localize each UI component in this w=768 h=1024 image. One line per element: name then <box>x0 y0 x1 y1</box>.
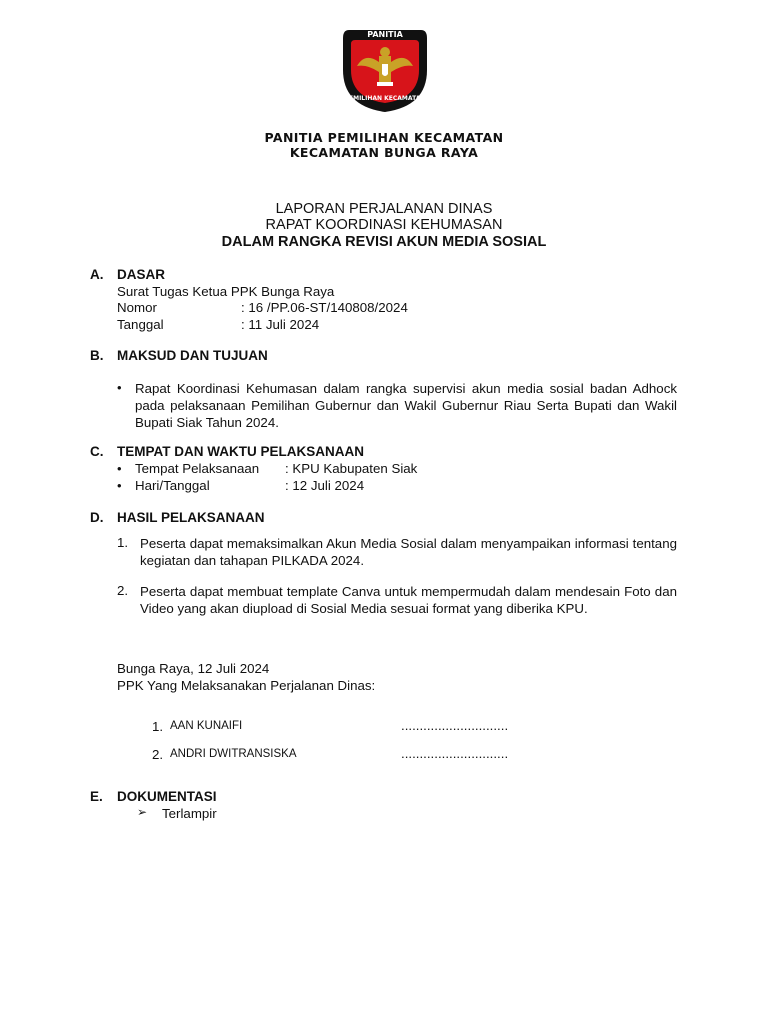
org-name: PANITIA PEMILIHAN KECAMATAN <box>264 130 504 145</box>
place-date: Bunga Raya, 12 Juli 2024 <box>117 661 270 676</box>
doc-title-line3: DALAM RANGKA REVISI AKUN MEDIA SOSIAL <box>221 234 547 250</box>
signer-number: 1. <box>152 719 164 734</box>
section-a-heading: DASAR <box>117 267 166 282</box>
garuda-emblem-icon <box>339 26 431 114</box>
doc-title-line1: LAPORAN PERJALANAN DINAS <box>275 201 493 217</box>
section-a-letter: A. <box>90 267 104 282</box>
logo-bottom-text: PEMILIHAN KECAMATAN <box>344 95 426 102</box>
section-d-letter: D. <box>90 510 104 525</box>
tanggal-value: : 11 Juli 2024 <box>241 317 320 332</box>
arrow-bullet-icon: ➢ <box>137 805 148 819</box>
section-e-heading: DOKUMENTASI <box>117 789 217 804</box>
bullet-icon: • <box>117 478 122 493</box>
result-item: Peserta dapat membuat template Canva untuk mempermudah dalam mendesain Foto dan Video yang akan diupload di Sosial Media sesuai format yang diberika KPU. <box>140 584 677 616</box>
section-b-heading: MAKSUD DAN TUJUAN <box>117 348 268 363</box>
place-label: Tempat Pelaksanaan <box>135 461 260 476</box>
section-b-letter: B. <box>90 348 104 363</box>
nomor-value: : 16 /PP.06-ST/140808/2024 <box>241 300 408 315</box>
nomor-label: Nomor <box>117 300 157 315</box>
purpose-paragraph: Rapat Koordinasi Kehumasan dalam rangka supervisi akun media sosial badan Adhock pada pelaksanaan Pemilihan Gubernur dan Wakil Gubernur Riau Serta Bupati dan Wakil Bupati Siak Tahun 2024. <box>135 381 677 430</box>
place-value: : KPU Kabupaten Siak <box>285 461 418 476</box>
documentation-item: Terlampir <box>162 806 217 821</box>
signer-number: 2. <box>152 747 164 762</box>
signer-name: AAN KUNAIFI <box>170 720 243 732</box>
tanggal-label: Tanggal <box>117 317 164 332</box>
result-item: Peserta dapat memaksimalkan Akun Media Sosial dalam menyampaikan informasi tentang kegiatan dan tahapan PILKADA 2024. <box>140 536 677 568</box>
date-value: : 12 Juli 2024 <box>285 478 365 493</box>
doc-title-line2: RAPAT KOORDINASI KEHUMASAN <box>265 217 503 233</box>
result-number: 1. <box>117 535 129 550</box>
section-d-heading: HASIL PELAKSANAAN <box>117 510 265 525</box>
result-number: 2. <box>117 583 129 598</box>
panitia-logo <box>339 26 431 114</box>
bullet-icon: • <box>117 380 122 395</box>
section-c-letter: C. <box>90 444 104 459</box>
section-e-letter: E. <box>90 789 103 804</box>
signer-name: ANDRI DWITRANSISKA <box>170 748 297 760</box>
dasar-line: Surat Tugas Ketua PPK Bunga Raya <box>117 284 335 299</box>
section-c-heading: TEMPAT DAN WAKTU PELAKSANAAN <box>117 444 364 459</box>
signers-intro: PPK Yang Melaksanakan Perjalanan Dinas: <box>117 678 376 693</box>
signature-line: ............................. <box>401 746 509 761</box>
org-district: KECAMATAN BUNGA RAYA <box>289 145 479 160</box>
bullet-icon: • <box>117 461 122 476</box>
signature-line: ............................. <box>401 718 509 733</box>
logo-top-text: PANITIA <box>367 30 403 39</box>
date-label: Hari/Tanggal <box>135 478 210 493</box>
